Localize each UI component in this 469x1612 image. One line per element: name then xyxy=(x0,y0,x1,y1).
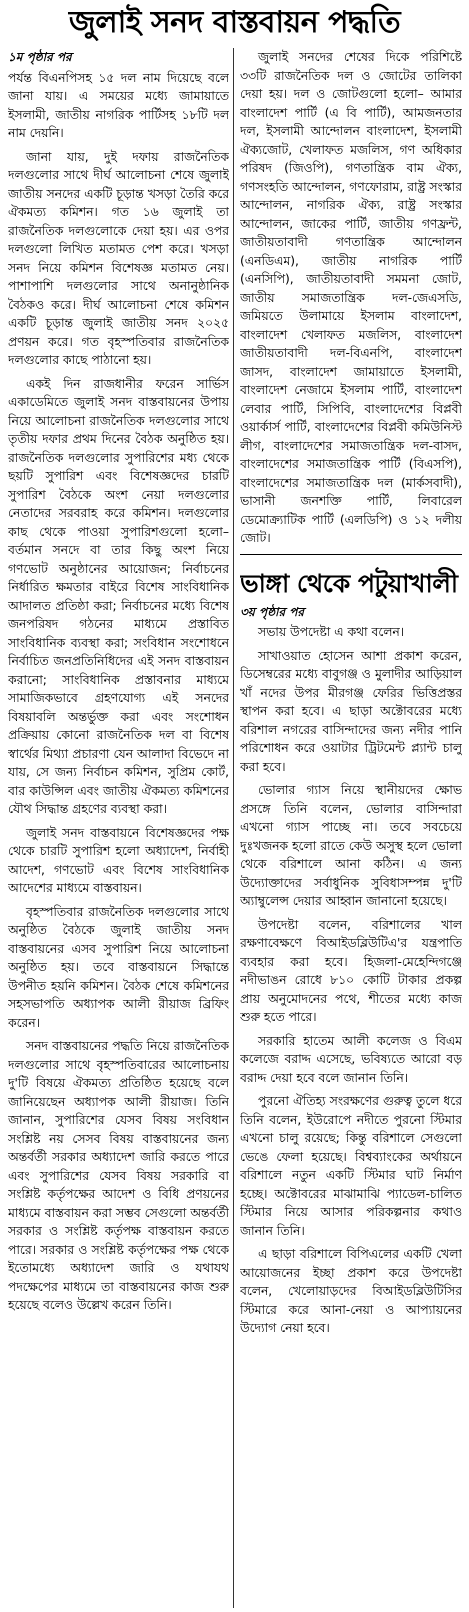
article-paragraph: সনদ বাস্তবায়নের পদ্ধতি নিয়ে রাজনৈতিক দলগুলোর সাথে বৃহস্পতিবারের আলোচনায় দু'টি বিষয়ে ঐকমত্য প্রতিষ্ঠিত হয়েছে বলে জানিয়েছেন অধ্যাপক আলী রীয়াজ। তিনি জানান, সুপারিশের যেসব বিষয় সংবিধান সংশ্লিষ্ট নয় সেসব বিষয় বাস্তবায়নের জন্য অন্তর্বর্তী সরকার অধ্যাদেশ জারি করতে পারে এবং সুপারিশের যেসব বিষয় সরকারি বা সংশ্লিষ্ট কর্তৃপক্ষের আদেশ ও বিধি প্রণয়নের মাধ্যমে বাস্তবায়ন করা সম্ভব সেগুলো অন্তর্বর্তী সরকার ও সংশ্লিষ্ট কর্তৃপক্ষ বাস্তবায়ন করতে পারে। সরকার ও সংশ্লিষ্ট কর্তৃপক্ষের পক্ষ থেকে ইতোমধ্যে অধ্যাদেশ জারি ও যথাযথ পদক্ষেপের মাধ্যমে তা বাস্তবায়নের কাজ শুরু হয়েছে বলেও উল্লেখ করেন তিনি। xyxy=(8,1039,229,1312)
article-paragraph: জুলাই সনদের শেষের দিকে পরিশিষ্টে ৩৩টি রাজনৈতিক দল ও জোটের তালিকা দেয়া হয়। দল ও জোটগুলো হলো– আমার বাংলাদেশ পার্টি (এ বি পার্টি), আমজনতার দল, ইসলামী আন্দোলন বাংলাদেশ, ইসলামী ঐক্যজোট, খেলাফত মজলিস, গণ অধিকার পরিষদ (জিওপি), গণতান্ত্রিক বাম ঐক্য, গণসংহতি আন্দোলন, গণফোরাম, রাষ্ট্র সংস্কার আন্দোলন, নাগরিক ঐক্য, রাষ্ট্র সংস্কার আন্দোলন, জাকের পার্টি, জাতীয় গণফ্রন্ট, জাতীয়তাবাদী গণতান্ত্রিক আন্দোলন (এনডিএম), জাতীয় নাগরিক পার্টি (এনসিপি), জাতীয়তাবাদী সমমনা জোট, জাতীয় সমাজতান্ত্রিক দল-জেএসডি, জমিয়তে উলামায়ে ইসলাম বাংলাদেশ, বাংলাদেশ খেলাফত মজলিস, বাংলাদেশ জাতীয়তাবাদী দল-বিএনপি, বাংলাদেশ জাসদ, বাংলাদেশ জামায়াতে ইসলামী, বাংলাদেশ নেজামে ইসলাম পার্টি, বাংলাদেশ লেবার পার্টি, সিপিবি, বাংলাদেশের বিপ্লবী ওয়ার্কার্স পার্টি, বাংলাদেশের বিপ্লবী কমিউনিস্ট লীগ, বাংলাদেশের সমাজতান্ত্রিক দল-বাসদ, বাংলাদেশের সমাজতান্ত্রিক পার্টি (বিএসপি), বাংলাদেশের সমাজতান্ত্রিক দল (মার্কসবাদী), ভাসানী জনশক্তি পার্টি, লিবারেল ডেমোক্র্যাটিক পার্টি (এলডিপি) ও ১২ দলীয় জোট। xyxy=(240,50,462,545)
column-divider xyxy=(233,48,234,1608)
article-paragraph: সাখাওয়াত হোসেন আশা প্রকাশ করেন, ডিসেম্বরের মধ্যে বাবুগঞ্জ ও মুলাদীর আড়িয়াল খাঁ নদের উপর মীরগঞ্জ ফেরির ভিত্তিপ্রস্তর স্থাপন করা হবে। এ ছাড়া অক্টোবরের মধ্যে বরিশাল নগরের বাসিন্দাদের জন্য নদীর পানি পরিশোধন করে ওয়াটার ট্রিটমেন্ট প্ল্যান্ট চালু করা হবে। xyxy=(240,648,462,774)
continuation-label: ১ম পৃষ্ঠার পর xyxy=(8,50,72,64)
article-paragraph: সভায় উপদেষ্টা এ কথা বলেন। xyxy=(258,625,405,639)
article-paragraph: সরকারি হাতেম আলী কলেজ ও বিএম কলেজে বরাদ্দ এসেছে, ভবিষ্যতে আরো বড় বরাদ্দ দেয়া হবে বলে জানান তিনি। xyxy=(240,1033,462,1085)
article-paragraph: এ ছাড়া বরিশালে বিপিএলের একটি খেলা আয়োজনের ইচ্ছা প্রকাশ করে উপদেষ্টা বলেন, খেলোয়াড়দের বিআইডব্লিউটিসির স্টিমারে করে আনা-নেয়া ও আপ্যায়নের উদ্যোগ নেয়া হবে। xyxy=(240,1247,462,1335)
second-article xyxy=(240,554,462,1338)
second-article-headline: ভাঙ্গা থেকে পটুয়াখালী xyxy=(240,568,458,598)
article-paragraph: বৃহস্পতিবার রাজনৈতিক দলগুলোর সাথে অনুষ্ঠিত বৈঠকে জুলাই জাতীয় সনদ বাস্তবায়নের এসব সুপারিশ নিয়ে আলোচনা অনুষ্ঠিত হয়। তবে বাস্তবায়নে সিদ্ধান্তে উপনীত হয়নি কমিশন। বৈঠক শেষে কমিশনের সহসভাপতি অধ্যাপক আলী রীয়াজ ব্রিফিং করেন। xyxy=(8,904,229,1030)
article-paragraph: পর্যন্ত বিএনপিসহ ১৫ দল নাম দিয়েছে বলে জানা যায়। এ সময়ের মধ্যে জামায়াতে ইসলামী, জাতীয় নাগরিক পার্টিসহ ১৮টি দল নাম দেয়নি। xyxy=(8,70,229,140)
article-paragraph: জুলাই সনদ বাস্তবায়নে বিশেষজ্ঞদের পক্ষ থেকে চারটি সুপারিশ হলো অধ্যাদেশ, নির্বাহী আদেশ, গণভোট এবং বিশেষ সাংবিধানিক আদেশের মাধ্যমে বাস্তবায়ন। xyxy=(8,825,229,895)
article-paragraph: পুরনো ঐতিহ্য সংরক্ষণের গুরুত্ব তুলে ধরে তিনি বলেন, ইউরোপে নদীতে পুরনো স্টিমার এখনো চালু রয়েছে; কিন্তু বরিশালে সেগুলো ভেঙে ফেলা হয়েছে। বিশ্বব্যাংকের অর্থায়নে বরিশালে নতুন একটি স্টিমার ঘাট নির্মাণ হচ্ছে। অক্টোবরের মাঝামাঝি প্যাডেল-চালিত স্টিমার নিয়ে আসার পরিকল্পনার কথাও জানান তিনি। xyxy=(240,1094,462,1238)
article-paragraph: ভোলার গ্যাস নিয়ে স্থানীয়দের ক্ষোভ প্রসঙ্গে তিনি বলেন, ভোলার বাসিন্দারা এখনো গ্যাস পাচ্ছে না। তবে সবচেয়ে দুঃখজনক হলো রাতে কেউ অসুস্থ হলে ভোলা থেকে বরিশালে আনা কঠিন। এ জন্য উদ্যোক্তাদের সর্বাধুনিক সুবিধাসম্পন্ন দু'টি অ্যাম্বুলেন্স দেয়ার আহ্বান জানানো হয়েছে। xyxy=(240,783,462,908)
article-paragraph: জানা যায়, দুই দফায় রাজনৈতিক দলগুলোর সাথে দীর্ঘ আলোচনা শেষে জুলাই জাতীয় সনদের একটি চূড়ান্ত খসড়া তৈরি করে ঐকমত্য কমিশন। গত ১৬ জুলাই তা রাজনৈতিক দলগুলোকে দেয়া হয়। এর ওপর দলগুলো লিখিত মতামত পেশ করে। খসড়া সনদ নিয়ে কমিশন বিশেষজ্ঞ মতামত নেয়। পাশাপাশি দলগুলোর সাথে অনানুষ্ঠানিক বৈঠকও করে। দীর্ঘ আলোচনা শেষে কমিশন একটি চূড়ান্ত জুলাই জাতীয় সনদ ২০২৫ প্রণয়ন করে। গত বৃহস্পতিবার রাজনৈতিক দলগুলোর কাছে পাঠানো হয়। xyxy=(8,149,229,367)
second-continuation-label: ৩য় পৃষ্ঠার পর xyxy=(240,604,305,619)
article-paragraph: একই দিন রাজধানীর ফরেন সার্ভিস একাডেমিতে জুলাই সনদ বাস্তবায়নের উপায় নিয়ে আলোচনা রাজনৈতিক দলগুলোর সাথে তৃতীয় দফার প্রথম দিনের বৈঠক অনুষ্ঠিত হয়। রাজনৈতিক দলগুলোর সুপারিশের মধ্য থেকে ছয়টি সুপারিশ এবং বিশেষজ্ঞদের চারটি সুপারিশ বৈঠকে অংশ নেয়া দলগুলোর নেতাদের সরবরাহ করে কমিশন। দলগুলোর কাছ থেকে পাওয়া সুপারিশগুলো হলো– বর্তমান সনদে বা তার কিছু অংশ নিয়ে গণভোট অনুষ্ঠানের আয়োজন; নির্বাচনের নির্ধারিত ক্ষমতার বাইরে বিশেষ সাংবিধানিক আদালত প্রতিষ্ঠা করা; নির্বাচনের মধ্যে বিশেষ জনপরিষদ গঠনের মাধ্যমে প্রস্তাবিত সাংবিধানিক ব্যবস্থা করা; সংবিধান সংশোধনে নির্বাচিত জনপ্রতিনিধিদের এই সনদ বাস্তবায়ন করানো; সাংবিধানিক প্রস্তাবনার মাধ্যমে সামাজিকভাবে গ্রহণযোগ্য এই সনদের বিষয়াবলি অন্তর্ভুক্ত করা এবং সংশোধন প্রক্রিয়ায় কোনো রাজনৈতিক দল বা বিশেষ স্বার্থের মিথ্যা প্রচারণা যেন আলাদা বিভেদে না যায়, সে জন্য নির্বাচন কমিশন, সুপ্রিম কোর্ট, বার কাউন্সিল এবং জাতীয় ঐকমত্য কমিশনের যৌথ সিদ্ধান্ত গ্রহণের ব্যবস্থা করা। xyxy=(8,376,229,816)
right-column xyxy=(240,48,462,1608)
page-headline: জুলাই সনদ বাস্তবায়ন পদ্ধতি xyxy=(68,5,401,40)
article-paragraph: উপদেষ্টা বলেন, বরিশালের খাল রক্ষণাবেক্ষণে বিআইডব্লিউটিএ'র যন্ত্রপাতি ব্যবহার করা হবে। হিজলা-মেহেন্দিগঞ্জে নদীভাঙন রোধে ৮১০ কোটি টাকার প্রকল্প প্রায় অনুমোদনের পথে, শীতের মধ্যে কাজ শুরু হতে পারে। xyxy=(240,917,462,1024)
left-column xyxy=(8,48,229,1608)
